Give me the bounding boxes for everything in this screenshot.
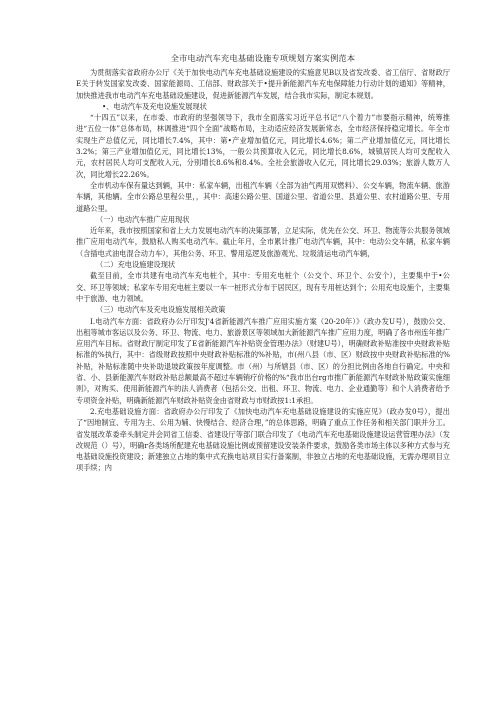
heading-subsection-1: （一）电动汽车推广应用现状 — [96, 214, 190, 224]
heading-section-1: •、电动汽车及充电设施发展现状 — [102, 101, 207, 111]
document-title: 全市电动汽车充电基础设施专项规划方案实例范本 — [170, 53, 356, 63]
paragraph-charging-status: 截至目前，全市共建有电动汽车充电桩个，其中：专用充电桩个（公交个、环卫个、公安个），主要集中于•公交、环卫等领域；私家车专用充电桩主要以一车一桩形式分布于居民区，现有专用桩达到个；公用充电设施个，主要集中于旅游、电力领域。 — [76, 271, 450, 303]
paragraph-vehicles: 全市机动车保有量达到辆，其中：私家车辆，出租汽车辆（全部为油气两用双燃料）、公交车辆，物流车辆、旅游车辆，其他辆。全市公路总里程公里，，其中：高速公路公里、国道公里、省道公里、县道公里、农村道路公里、专用道路公里。 — [76, 180, 450, 213]
paragraph-ev-promotion: 近年来，我市按照国家和省上大力发展电动汽车的决策部署，立足实际，优先在公交、环卫、物流等公共服务领域推广应用电动汽车，鼓励私人购买电动汽车。截止年月，全市累计推广电动汽车辆，其中：电动公交车辆，私家车辆（含插电式油电混合动力车），其他公务、环卫、警用巡逻及旅游观光、垃圾清运电动汽车辆， — [76, 226, 450, 258]
paragraph-charging-policy: 2.充电基础设施方面：省政府办公厅印发了《加快电动汽车充电基础设施建设的实施应见》（政办发0号），提出了“因地制宜、专用为主、公用为辅、快慢结合、经济合理，”的总体思路，明确了重点工作任务和相关部门职并分工。省发展改革委牵头制定并会同省工信委、省建设厅等部门联合印发了《电动汽车充电基础设施建设运营管理办法》（发改规范（）号），明确r各类场所配建充电基础设施比例或预留建设安装条件要求，鼓励各类市场主体以多种方式参与充电基础设施投资建设；新建独立占地的集中式充换电站项目实行备案制，非独立占地的充电基础设施，无需办理项目立项手续；内 — [76, 406, 450, 473]
heading-subsection-2: （二）充电设施建设现状 — [96, 260, 176, 270]
paragraph-economy: “十四五”以来，在市委、市政府的坚强领导下，我市全面落实习近平总书记“八个着力”市要指示精神，统筹推进“五位一体”总体布局，林调推进“四个全面”战略布局，主动适应经济发展新常态，全市经济保持稳定增长。年全市实现生产总值亿元，同比增长7.4%，其中：第•产业增加值亿元，同比增长4.6%；第二产业增加值亿元，同比增长3.2%；第三产业增加值亿元，同比增长13%，一般公共预算收入亿元，同比增长8.6%，城镇居民人均可支配收入元，农村居民人均可支配收入元，分别增长8.6%和8.4%。全社会旅游收入亿元，同比增长29.03%；旅游人数万人次，同比增长22.26%。 — [76, 113, 450, 179]
heading-subsection-3: （三）电动汽车及充电设施发展相关政策 — [96, 305, 226, 315]
paragraph-ev-policy: I.电动汽车方面：省政府办公厅印发J'4省新能源汽车推广应用实施方案（20-20年）》（政办发U号），鼓励公交、出租等城市客运以及公务、环卫、物流、电力、旅游景区等领域加大新能源汽车推广应用力度，明确了各市州连年推广应用汽车目标。省财政厅制定印发了E省新能源汽车补贴资金管理办法》（财建U号），明确财政补贴准按中央财政补贴标准的%执行，其中：省级财政按照中央财政补贴标准的%补贴，市(州八县（市、区）财政按中央财政补贴标准的%补贴，补贴标准随中央补助退坡政策按年度调整。市（州）与所辖县（市、区）的分担比例由各地自行确定。中央和省、小、县新能源汽车财政补贴总额最高不超过车辆销疗价格的%“我市出台rg市推广新能源汽车财政补贴政策实施细则》，对购买、使用新能源汽车的法人消费者（包括公交、出租、环卫、物流、电力、企业通勤等）和个人消费者给予专项资金补贴，明确新能源汽车财政补贴资金由省财政与市财政按1:1承担。 — [76, 316, 450, 405]
paragraph-intro: 为贯彻落实省政府办公厅《关于加快电动汽车充电基础设施建设的实施意见B以及省发改委、省工信厅、省财政厅E关于转发国家发改委、国家能源局、工信部、财政部关于•提升新能源汽车充电保障能力行动计划的通知》等精神，加快推进我市电动汽车充电基础设施建设，促进新能源汽车发展，结合我市实际，制定本规划。 — [76, 68, 450, 100]
